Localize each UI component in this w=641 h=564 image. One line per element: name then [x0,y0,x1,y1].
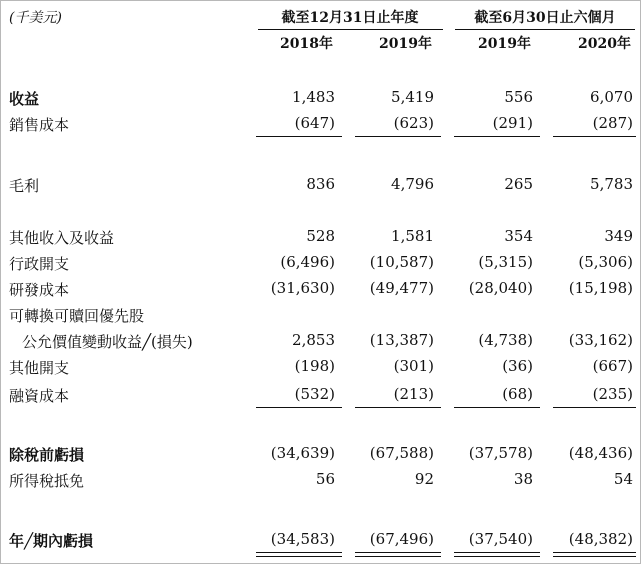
table-cell: (213) [393,385,434,403]
table-cell: (67,588) [369,444,434,462]
row-label-other-expenses: 其他開支 [9,359,70,377]
group-heading-annual: 截至12月31日止年度 [281,10,419,26]
table-cell: (28,040) [468,279,533,297]
table-cell: (301) [393,357,434,375]
row-label-loss-before-tax: 除稅前虧損 [9,446,85,464]
table-cell: (49,477) [369,279,434,297]
row-label-revenue: 收益 [9,90,40,108]
table-cell: (667) [592,357,633,375]
table-cell: 54 [613,470,633,488]
table-cell: (6,496) [280,253,335,271]
row-label-fair-value-change: 公允價值變動收益╱(損失) [22,333,193,351]
year-header-2019-annual: 2019年 [379,36,432,52]
table-cell: (4,738) [478,331,533,349]
subtotal-rule [355,407,441,408]
subtotal-rule [256,407,342,408]
table-cell: (15,198) [568,279,633,297]
table-cell: 349 [604,227,633,245]
total-double-rule [454,552,540,557]
unit-label: (千美元) [9,10,62,26]
group-underline-interim [455,29,635,30]
table-cell: 1,483 [292,88,335,106]
table-cell: (48,382) [568,530,633,548]
subtotal-rule [553,407,636,408]
table-cell: (67,496) [369,530,434,548]
table-cell: (36) [502,357,533,375]
table-cell: (10,587) [369,253,434,271]
total-double-rule [256,552,342,557]
table-cell: 5,419 [391,88,434,106]
table-cell: (68) [502,385,533,403]
subtotal-rule [256,136,342,137]
table-cell: (647) [294,114,335,132]
row-label-loss-for-period: 年╱期內虧損 [9,532,94,550]
table-cell: (532) [294,385,335,403]
table-cell: 354 [504,227,533,245]
table-cell: 6,070 [590,88,633,106]
row-label-other-income: 其他收入及收益 [9,229,115,247]
total-double-rule [355,552,441,557]
row-label-preferred-shares: 可轉換可贖回優先股 [9,307,145,325]
row-label-admin-expenses: 行政開支 [9,255,70,273]
table-cell: (31,630) [270,279,335,297]
table-cell: (34,639) [270,444,335,462]
table-cell: (623) [393,114,434,132]
table-cell: (287) [592,114,633,132]
group-heading-interim: 截至6月30日止六個月 [474,10,616,26]
table-cell: (235) [592,385,633,403]
group-underline-annual [258,29,443,30]
year-header-2020: 2020年 [578,36,631,52]
table-cell: 38 [513,470,533,488]
table-cell: (37,540) [468,530,533,548]
table-cell: 1,581 [391,227,434,245]
table-cell: 56 [315,470,335,488]
row-label-gross-profit: 毛利 [9,177,40,195]
row-label-rnd-costs: 研發成本 [9,281,70,299]
table-cell: (5,315) [478,253,533,271]
year-header-2018: 2018年 [280,36,333,52]
subtotal-rule [454,136,540,137]
table-cell: (13,387) [369,331,434,349]
table-cell: (291) [492,114,533,132]
subtotal-rule [454,407,540,408]
table-cell: (5,306) [578,253,633,271]
table-cell: (34,583) [270,530,335,548]
subtotal-rule [355,136,441,137]
subtotal-rule [553,136,636,137]
table-cell: (198) [294,357,335,375]
table-cell: 4,796 [391,175,434,193]
year-header-2019-interim: 2019年 [478,36,531,52]
table-cell: (48,436) [568,444,633,462]
table-cell: 265 [504,175,533,193]
table-cell: 556 [504,88,533,106]
table-cell: 836 [306,175,335,193]
table-cell: (37,578) [468,444,533,462]
row-label-cost-of-sales: 銷售成本 [9,116,70,134]
table-cell: 92 [414,470,434,488]
total-double-rule [553,552,636,557]
table-cell: (33,162) [568,331,633,349]
table-cell: 5,783 [590,175,633,193]
row-label-finance-costs: 融資成本 [9,387,70,405]
row-label-income-tax-credit: 所得稅抵免 [9,472,85,490]
table-cell: 528 [306,227,335,245]
table-cell: 2,853 [292,331,335,349]
